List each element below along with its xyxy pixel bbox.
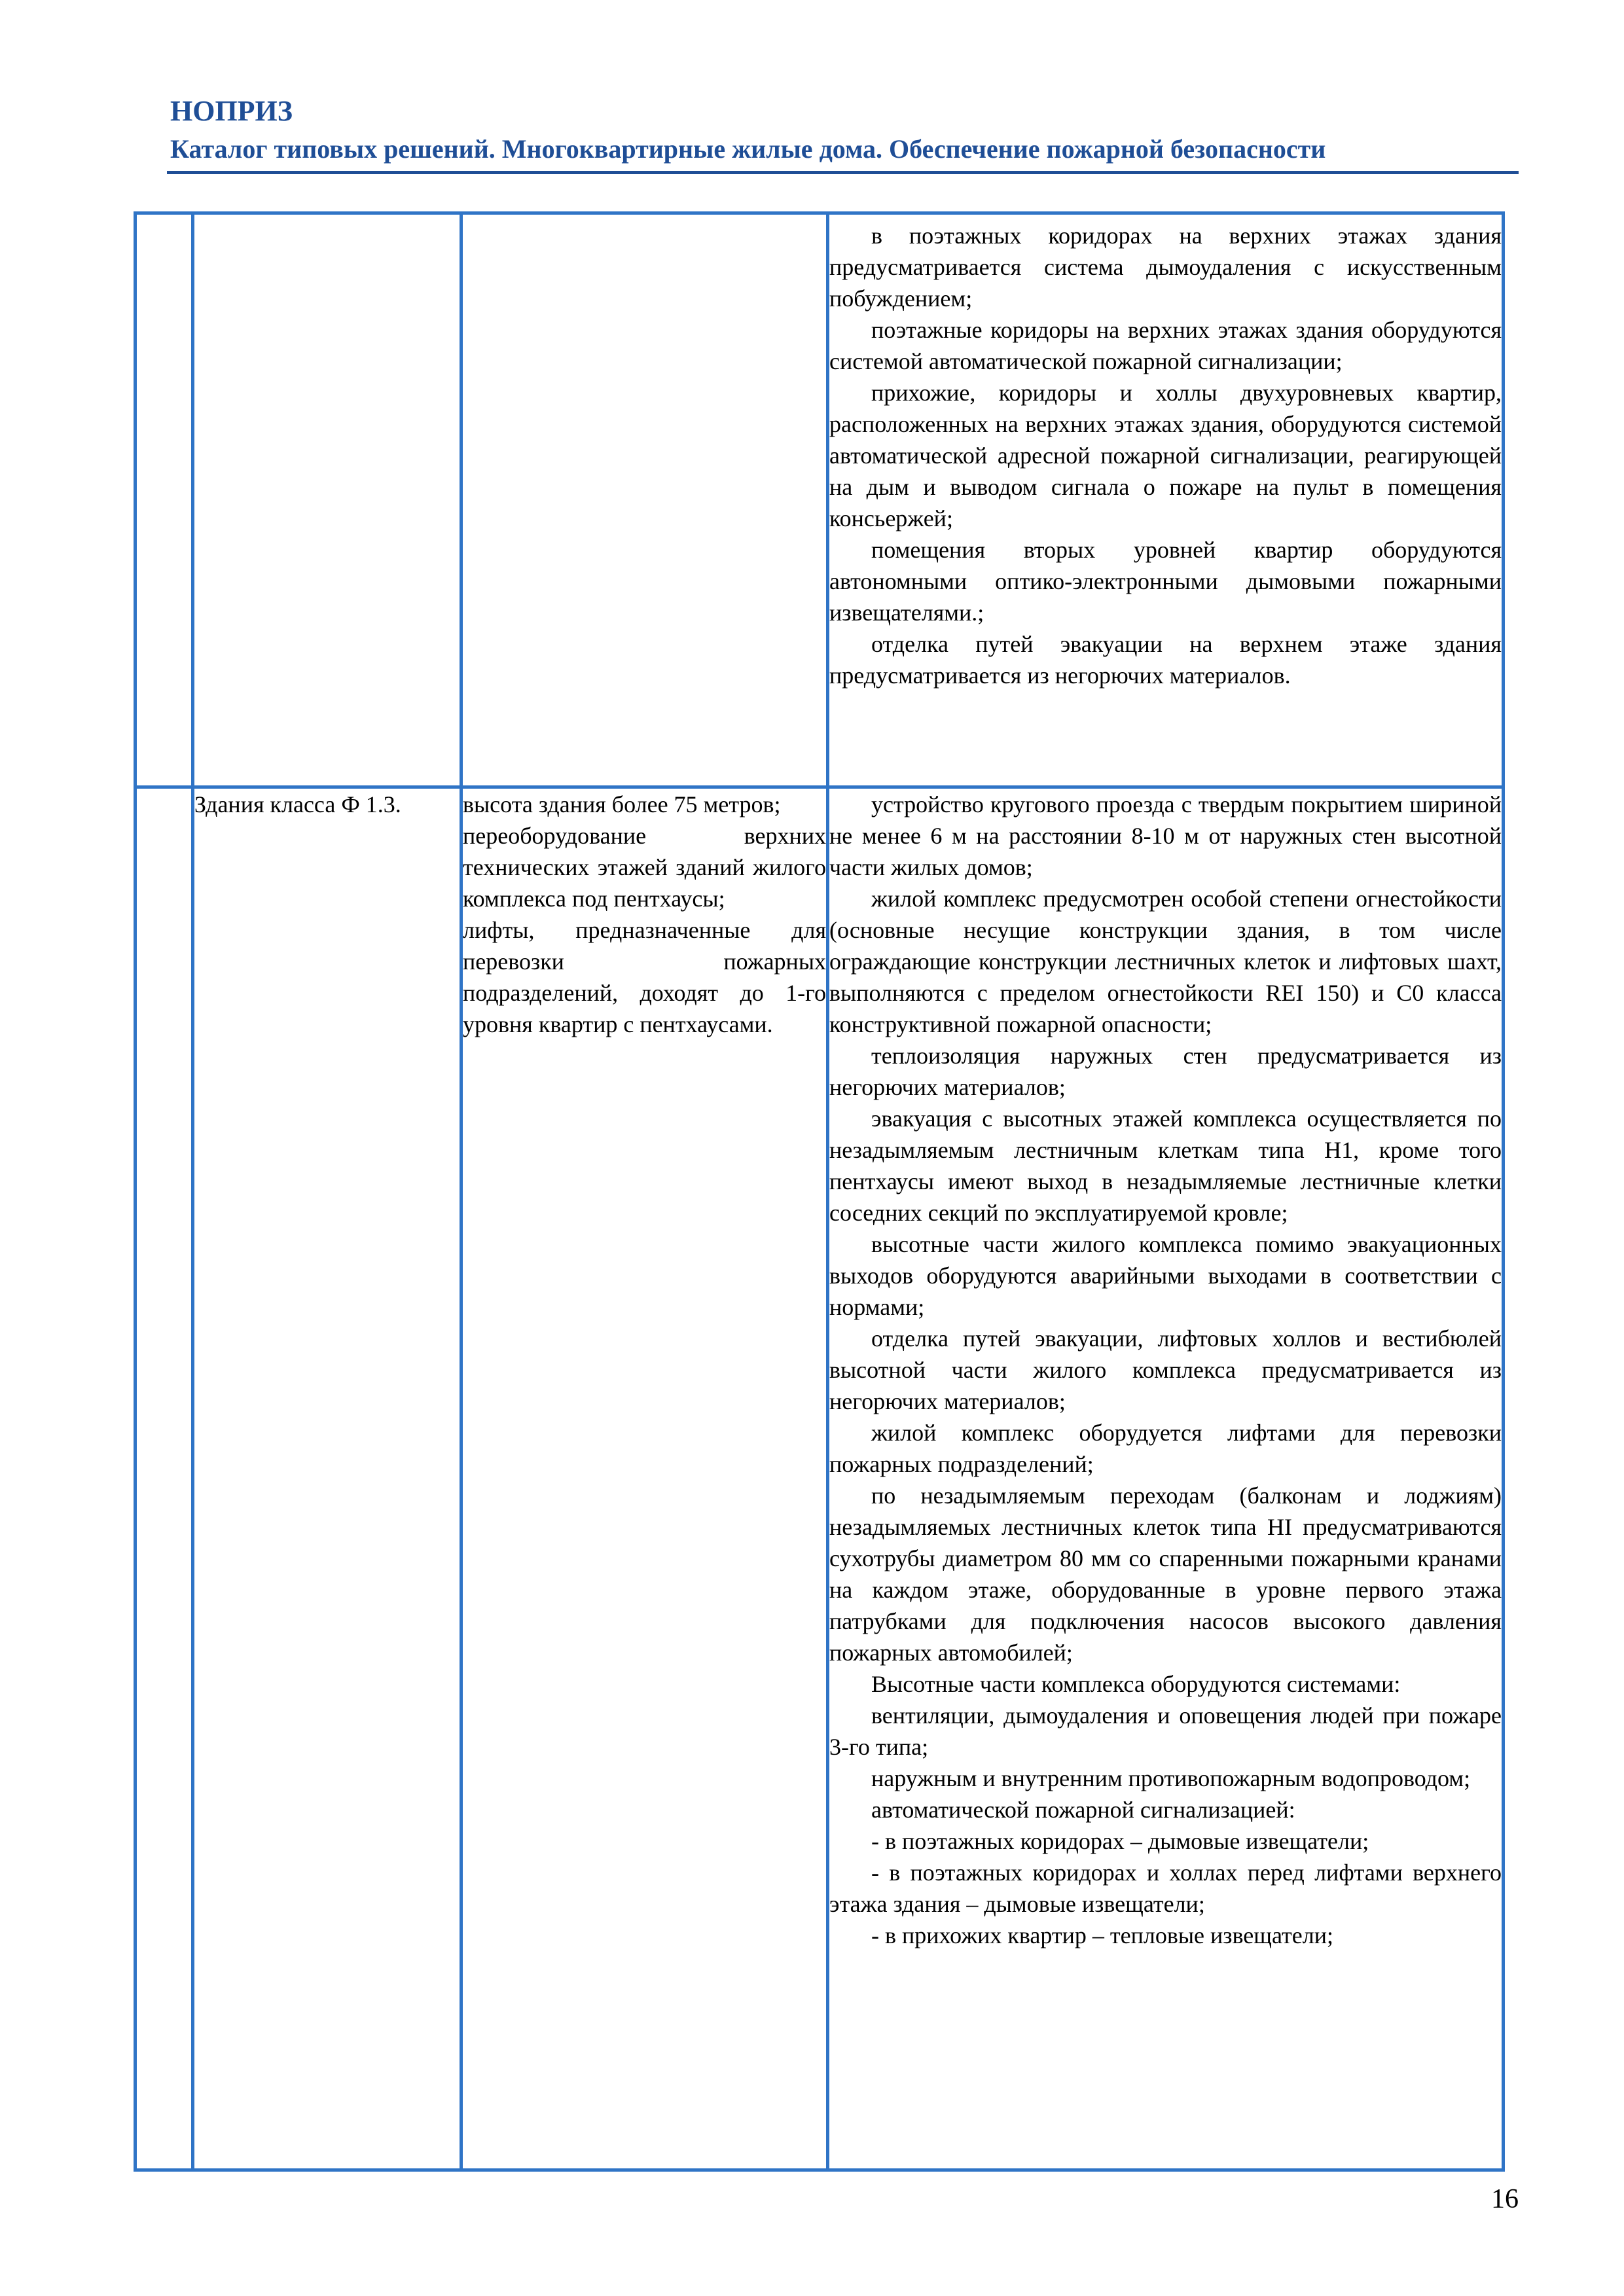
solution-paragraph: отделка путей эвакуации, лифтовых холлов и вестибюлей высотной части жилого комплекса предусматривается из негорючих материалов; <box>829 1325 1502 1414</box>
solution-paragraph: отделка путей эвакуации на верхнем этаже здания предусматривается из негорючих материалов. <box>829 631 1502 689</box>
solution-paragraph: устройство кругового проезда с твердым покрытием шириной не менее 6 м на расстоянии 8-10 м от наружных стен высотной части жилых домов; <box>829 791 1502 880</box>
solution-paragraph: жилой комплекс предусмотрен особой степени огнестойкости (основные несущие конструкции здания, в том числе ограждающие конструкции лестничных клеток и лифтовых шахт, выполняются с пределом огнестойкости REI 150) и С0 класса конструктивной пожарной опасности; <box>829 886 1502 1037</box>
solution-paragraph: поэтажные коридоры на верхних этажах здания оборудуются системой автоматической пожарной сигнализации; <box>829 317 1502 374</box>
row-number-cell <box>135 787 193 2170</box>
feature-paragraph: высота здания более 75 метров; <box>463 791 781 817</box>
building-class-cell: Здания класса Ф 1.3. <box>193 787 461 2170</box>
features-cell <box>461 787 828 2170</box>
solutions-cell <box>828 787 1504 2170</box>
table-row <box>135 787 1504 2170</box>
solution-paragraph: наружным и внутренним противопожарным водопроводом; <box>871 1765 1471 1791</box>
solution-paragraph: высотные части жилого комплекса помимо эвакуационных выходов оборудуются аварийными выходами в соответствии с нормами; <box>829 1231 1502 1320</box>
solution-paragraph: автоматической пожарной сигнализацией: <box>871 1797 1295 1823</box>
table-row <box>135 213 1504 787</box>
document-subtitle: Каталог типовых решений. Многоквартирные жилые дома. Обеспечение пожарной безопасности <box>170 134 1326 164</box>
solution-paragraph: прихожие, коридоры и холлы двухуровневых квартир, расположенных на верхних этажах здания, оборудуются системой автоматической адресной пожарной сигнализации, реагирующей на дым и выводом сигнала о пожаре на пульт в помещения консьержей; <box>829 380 1502 531</box>
header-divider <box>167 171 1519 174</box>
feature-paragraph: лифты, предназначенные для перевозки пожарных подразделений, доходят до 1-го уровня квартир с пентхаусами. <box>463 917 826 1037</box>
row-number-cell <box>135 213 193 787</box>
solution-paragraph: помещения вторых уровней квартир оборудуются автономными оптико-электронными дымовыми пожарными извещателями.; <box>829 537 1502 626</box>
solutions-table <box>134 211 1505 2172</box>
solution-paragraph: Высотные части комплекса оборудуются системами: <box>871 1671 1401 1697</box>
solution-paragraph: эвакуация с высотных этажей комплекса осуществляется по незадымляемым лестничным клеткам типа Н1, кроме того пентхаусы имеют выход в незадымляемые лестничные клетки соседних секций по эксплуатируемой кровле; <box>829 1105 1502 1226</box>
detector-list-item: - в поэтажных коридорах – дымовые извещатели; <box>871 1828 1369 1854</box>
solution-paragraph: вентиляции, дымоудаления и оповещения людей при пожаре 3-го типа; <box>829 1702 1502 1760</box>
solutions-cell <box>828 213 1504 787</box>
building-class-cell <box>193 213 461 787</box>
feature-paragraph: переоборудование верхних технических этажей зданий жилого комплекса под пентхаусы; <box>463 823 826 912</box>
page-number: 16 <box>1491 2184 1519 2214</box>
detector-list-item: - в прихожих квартир – тепловые извещатели; <box>871 1922 1333 1948</box>
solution-paragraph: жилой комплекс оборудуется лифтами для перевозки пожарных подразделений; <box>829 1420 1502 1477</box>
detector-list-item: - в поэтажных коридорах и холлах перед лифтами верхнего этажа здания – дымовые извещатели; <box>829 1859 1502 1917</box>
solution-paragraph: по незадымляемым переходам (балконам и лоджиям) незадымляемых лестничных клеток типа НI предусматриваются сухотрубы диаметром 80 мм со спаренными пожарными кранами на каждом этаже, оборудованные в уровне первого этажа патрубками для подключения насосов высокого давления пожарных автомобилей; <box>829 1482 1502 1666</box>
organization-name: НОПРИЗ <box>170 95 293 127</box>
features-cell <box>461 213 828 787</box>
page-header <box>170 92 1519 168</box>
solution-paragraph: теплоизоляция наружных стен предусматривается из негорючих материалов; <box>829 1043 1502 1100</box>
solution-paragraph: в поэтажных коридорах на верхних этажах здания предусматривается система дымоудаления с искусственным побуждением; <box>829 223 1502 312</box>
